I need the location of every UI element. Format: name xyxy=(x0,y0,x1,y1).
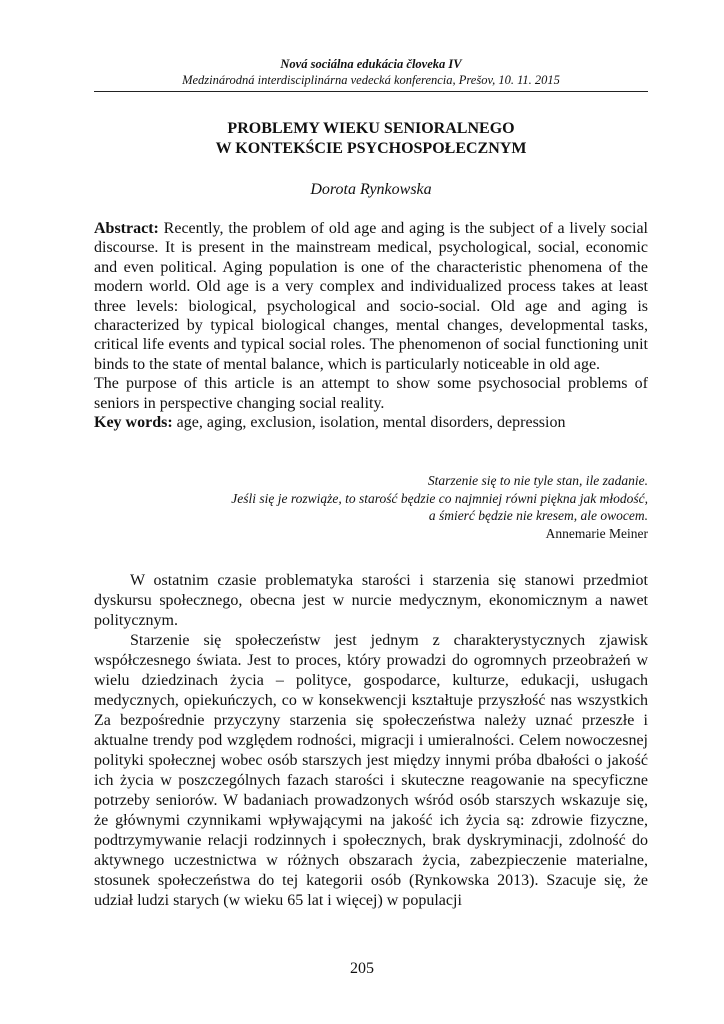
abstract-label: Abstract: xyxy=(94,220,159,237)
epigraph-line-3: a śmierć będzie nie kresem, ale owocem. xyxy=(428,508,648,524)
header-series-title: Nová sociálna edukácia človeka IV xyxy=(280,57,462,71)
article-title xyxy=(94,119,648,159)
body-paragraph-1: W ostatnim czasie problematyka starości i starzenia się stanowi przedmiot dyskursu społecznego, obecna jest w nurcie medycznym, ekonomicznym a nawet politycznym. xyxy=(94,572,648,630)
abstract xyxy=(94,219,648,432)
author-name: Dorota Rynkowska xyxy=(310,181,432,198)
title-line-2: W KONTEKŚCIE PSYCHOSPOŁECZNYM xyxy=(215,140,527,157)
title-line-1: PROBLEMY WIEKU SENIORALNEGO xyxy=(227,120,515,137)
body-text xyxy=(94,571,648,911)
abstract-paragraph-2: The purpose of this article is an attempt to show some psychosocial problems of seniors in perspective changing social reality. xyxy=(94,375,648,412)
epigraph-author: Annemarie Meiner xyxy=(545,525,648,541)
epigraph-line-1: Starzenie się to nie tyle stan, ile zadanie. xyxy=(427,473,648,489)
page-number: 205 xyxy=(350,960,374,977)
keywords-text: age, aging, exclusion, isolation, mental disorders, depression xyxy=(172,414,566,432)
page xyxy=(94,56,648,911)
abstract-text: Recently, the problem of old age and aging is the subject of a lively social discourse. It is present in the mainstream medical, psychological, social, economic and even political. Aging population is one of the characteristic phenomena of the modern world. Old age is a very complex and individualized process takes at least three levels: biological, psychological and socio-social. Old age and aging is characterized by typical biological changes, mental changes, developmental tasks, critical life events and typical social roles. The phenomenon of social functioning unit binds to the state of mental balance, which is particularly noticeable in old age. xyxy=(94,220,648,373)
header-conference: Medzinárodná interdisciplinárna vedecká konferencia, Prešov, 10. 11. 2015 xyxy=(182,73,560,87)
body-paragraph-2: Starzenie się społeczeństw jest jednym z charakterystycznych zjawisk współczesnego świata. Jest to proces, który prowadzi do ogromnych przeobrażeń w wielu dziedzinach życia – polityce, gospodarce, kulturze, edukacji, usługach medycznych, opiekuńczych, co w konsekwencji kształtuje przyszłość nas wszystkich Za bezpośrednie przyczyny starzenia się społeczeństwa należy uznać przeszłe i aktualne trendy pod względem rodności, migracji i umieralności. Celem nowoczesnej polityki społecznej wobec osób starszych jest między innymi próba dbałości o jakość ich życia w poszczególnych fazach starości i skuteczne reagowanie na specyficzne potrzeby seniorów. W badaniach prowadzonych wśród osób starszych wskazuje się, że głównymi czynnikami wpływającymi na jakość ich życia są: zdrowie fizyczne, podtrzymywanie relacji rodzinnych i społecznych, brak dyskryminacji, zdolność do aktywnego uczestnictwa w różnych obszarach życia, zabezpieczenie materialne, stosunek społeczeństwa do tej kategorii osób (Rynkowska 2013). Szacuje się, że udział ludzi starych (w wieku 65 lat i więcej) w populacji xyxy=(94,632,648,910)
abstract-paragraph-1 xyxy=(94,219,648,374)
epigraph-line-2: Jeśli się je rozwiąże, to starość będzie co najmniej równi piękna jak młodość, xyxy=(231,490,648,506)
epigraph xyxy=(94,472,648,542)
running-header xyxy=(94,56,648,88)
keywords-label: Key words: xyxy=(94,414,173,432)
header-rule xyxy=(94,91,648,92)
keywords xyxy=(94,413,648,432)
